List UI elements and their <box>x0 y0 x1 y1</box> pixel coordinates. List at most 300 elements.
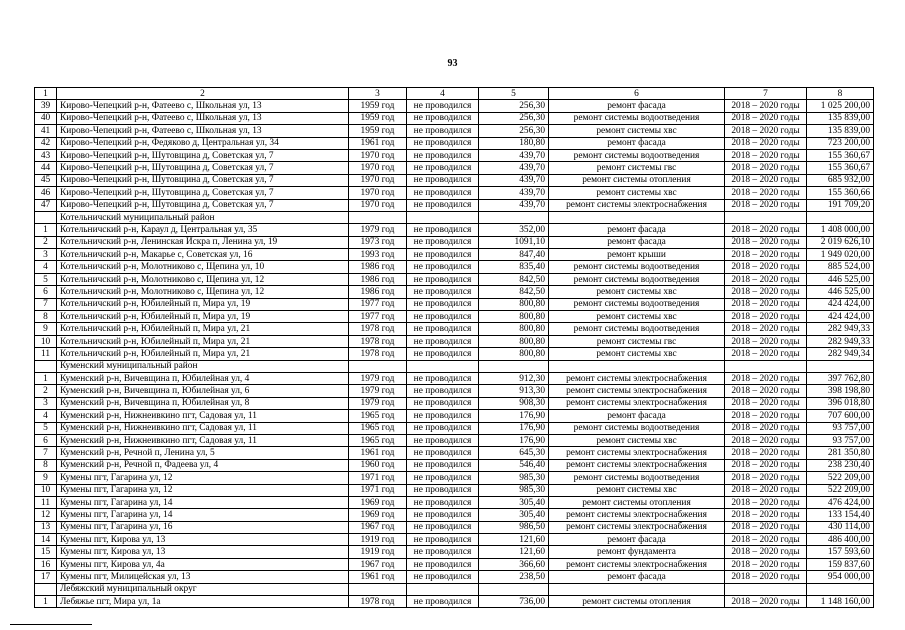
cell-area: 256,30 <box>479 112 549 124</box>
cell-area: 180,80 <box>479 137 549 149</box>
group-empty-cell <box>349 360 407 372</box>
table-row <box>35 596 874 608</box>
cell-repair: не проводился <box>407 162 479 174</box>
cell-no: 10 <box>35 484 57 496</box>
table-row <box>35 100 874 112</box>
cell-area: 842,50 <box>479 273 549 285</box>
cell-area: 546,40 <box>479 459 549 471</box>
cell-period: 2018 – 2020 годы <box>725 199 807 211</box>
cell-period: 2018 – 2020 годы <box>725 137 807 149</box>
table-row <box>35 311 874 323</box>
cell-repair: не проводился <box>407 397 479 409</box>
cell-period: 2018 – 2020 годы <box>725 534 807 546</box>
cell-work: ремонт системы водоотведения <box>549 112 725 124</box>
cell-work: ремонт системы водоотведения <box>549 472 725 484</box>
group-empty-cell <box>349 583 407 595</box>
cell-no: 5 <box>35 273 57 285</box>
group-name: Куменский муниципальный район <box>57 360 349 372</box>
group-empty-cell <box>479 211 549 223</box>
header-cell: 8 <box>807 88 874 100</box>
table-row <box>35 286 874 298</box>
cell-period: 2018 – 2020 годы <box>725 236 807 248</box>
cell-year: 1969 год <box>349 509 407 521</box>
cell-addr: Котельничский р-н, Юбилейный п, Мира ул, 21 <box>57 335 349 347</box>
cell-repair: не проводился <box>407 149 479 161</box>
cell-year: 1967 год <box>349 558 407 570</box>
cell-period: 2018 – 2020 годы <box>725 100 807 112</box>
cell-period: 2018 – 2020 годы <box>725 187 807 199</box>
cell-no: 11 <box>35 348 57 360</box>
cell-year: 1979 год <box>349 397 407 409</box>
cell-addr: Куменский р-н, Нижнеивкино пгт, Садовая ул, 11 <box>57 434 349 446</box>
cell-work: ремонт системы электроснабжения <box>549 558 725 570</box>
cell-year: 1965 год <box>349 422 407 434</box>
cell-no: 2 <box>35 385 57 397</box>
cell-period: 2018 – 2020 годы <box>725 224 807 236</box>
cell-year: 1993 год <box>349 249 407 261</box>
cell-addr: Кирово-Чепецкий р-н, Фатеево с, Школьная ул, 13 <box>57 100 349 112</box>
cell-repair: не проводился <box>407 596 479 608</box>
cell-area: 256,30 <box>479 125 549 137</box>
page-number: 93 <box>447 58 458 69</box>
cell-no: 1 <box>35 596 57 608</box>
cell-no: 12 <box>35 509 57 521</box>
cell-addr: Котельничский р-н, Ленинская Искра п, Ленина ул, 19 <box>57 236 349 248</box>
cell-no: 16 <box>35 558 57 570</box>
table-row <box>35 323 874 335</box>
cell-no: 4 <box>35 261 57 273</box>
cell-no: 45 <box>35 174 57 186</box>
cell-year: 1919 год <box>349 534 407 546</box>
cell-addr: Кирово-Чепецкий р-н, Шутовщина д, Советская ул, 7 <box>57 162 349 174</box>
cell-no: 9 <box>35 323 57 335</box>
cell-cost: 1 408 000,00 <box>807 224 874 236</box>
cell-no: 39 <box>35 100 57 112</box>
cell-addr: Котельничский р-н, Юбилейный п, Мира ул, 21 <box>57 323 349 335</box>
table-row <box>35 162 874 174</box>
cell-no: 4 <box>35 410 57 422</box>
cell-cost: 486 400,00 <box>807 534 874 546</box>
cell-year: 1978 год <box>349 348 407 360</box>
header-cell: 7 <box>725 88 807 100</box>
cell-period: 2018 – 2020 годы <box>725 174 807 186</box>
cell-cost: 396 018,80 <box>807 397 874 409</box>
cell-work: ремонт системы электроснабжения <box>549 385 725 397</box>
cell-work: ремонт системы электроснабжения <box>549 459 725 471</box>
cell-addr: Котельничский р-н, Юбилейный п, Мира ул, 21 <box>57 348 349 360</box>
header-cell: 4 <box>407 88 479 100</box>
cell-repair: не проводился <box>407 496 479 508</box>
cell-work: ремонт фасада <box>549 224 725 236</box>
table-row <box>35 397 874 409</box>
cell-work: ремонт фасада <box>549 100 725 112</box>
cell-period: 2018 – 2020 годы <box>725 149 807 161</box>
cell-area: 645,30 <box>479 447 549 459</box>
cell-period: 2018 – 2020 годы <box>725 385 807 397</box>
cell-no: 14 <box>35 534 57 546</box>
cell-year: 1961 год <box>349 571 407 583</box>
cell-year: 1970 год <box>349 149 407 161</box>
cell-work: ремонт системы гвс <box>549 335 725 347</box>
cell-period: 2018 – 2020 годы <box>725 335 807 347</box>
cell-period: 2018 – 2020 годы <box>725 459 807 471</box>
cell-work: ремонт системы электроснабжения <box>549 509 725 521</box>
table-row <box>35 174 874 186</box>
group-row <box>35 360 874 372</box>
table-body <box>35 88 874 608</box>
table-row <box>35 422 874 434</box>
cell-addr: Котельничский р-н, Макарье с, Советская ул, 16 <box>57 249 349 261</box>
group-number-cell <box>35 360 57 372</box>
table-row <box>35 521 874 533</box>
cell-repair: не проводился <box>407 187 479 199</box>
cell-cost: 885 524,00 <box>807 261 874 273</box>
cell-area: 736,00 <box>479 596 549 608</box>
cell-year: 1979 год <box>349 385 407 397</box>
cell-no: 11 <box>35 496 57 508</box>
table-row <box>35 298 874 310</box>
table-row <box>35 534 874 546</box>
cell-repair: не проводился <box>407 459 479 471</box>
cell-year: 1970 год <box>349 199 407 211</box>
group-empty-cell <box>349 211 407 223</box>
cell-work: ремонт фундамента <box>549 546 725 558</box>
cell-addr: Кирово-Чепецкий р-н, Фатеево с, Школьная ул, 13 <box>57 112 349 124</box>
cell-cost: 93 757,00 <box>807 422 874 434</box>
cell-cost: 424 424,00 <box>807 311 874 323</box>
cell-cost: 707 600,00 <box>807 410 874 422</box>
cell-addr: Кумены пгт, Гагарина ул, 16 <box>57 521 349 533</box>
cell-year: 1959 год <box>349 100 407 112</box>
cell-cost: 281 350,80 <box>807 447 874 459</box>
cell-work: ремонт системы электроснабжения <box>549 447 725 459</box>
capital-repair-table <box>34 87 874 608</box>
cell-no: 44 <box>35 162 57 174</box>
cell-cost: 133 154,40 <box>807 509 874 521</box>
table-row <box>35 125 874 137</box>
cell-period: 2018 – 2020 годы <box>725 348 807 360</box>
cell-area: 800,80 <box>479 323 549 335</box>
table-row <box>35 149 874 161</box>
cell-no: 6 <box>35 286 57 298</box>
cell-year: 1978 год <box>349 596 407 608</box>
cell-period: 2018 – 2020 годы <box>725 323 807 335</box>
group-empty-cell <box>549 211 725 223</box>
cell-addr: Куменский р-н, Нижнеивкино пгт, Садовая ул, 11 <box>57 410 349 422</box>
cell-addr: Кумены пгт, Милицейская ул, 13 <box>57 571 349 583</box>
cell-repair: не проводился <box>407 249 479 261</box>
cell-repair: не проводился <box>407 224 479 236</box>
cell-addr: Кирово-Чепецкий р-н, Шутовщина д, Советская ул, 7 <box>57 174 349 186</box>
group-empty-cell <box>407 211 479 223</box>
cell-cost: 522 209,00 <box>807 484 874 496</box>
cell-cost: 155 360,67 <box>807 149 874 161</box>
cell-work: ремонт системы отопления <box>549 174 725 186</box>
table-row <box>35 509 874 521</box>
cell-addr: Куменский р-н, Вичевщина п, Юбилейная ул, 4 <box>57 372 349 384</box>
table-row <box>35 484 874 496</box>
cell-area: 835,40 <box>479 261 549 273</box>
cell-repair: не проводился <box>407 447 479 459</box>
table-row <box>35 472 874 484</box>
cell-cost: 238 230,40 <box>807 459 874 471</box>
cell-year: 1986 год <box>349 286 407 298</box>
cell-area: 912,30 <box>479 372 549 384</box>
cell-no: 6 <box>35 434 57 446</box>
table-row <box>35 546 874 558</box>
cell-addr: Кирово-Чепецкий р-н, Шутовщина д, Советская ул, 7 <box>57 149 349 161</box>
table-row <box>35 459 874 471</box>
cell-addr: Котельничский р-н, Юбилейный п, Мира ул, 19 <box>57 311 349 323</box>
cell-no: 5 <box>35 422 57 434</box>
cell-year: 1971 год <box>349 484 407 496</box>
cell-work: ремонт системы водоотведения <box>549 298 725 310</box>
cell-year: 1977 год <box>349 298 407 310</box>
cell-period: 2018 – 2020 годы <box>725 410 807 422</box>
cell-repair: не проводился <box>407 174 479 186</box>
table-row <box>35 335 874 347</box>
cell-work: ремонт системы водоотведения <box>549 149 725 161</box>
cell-cost: 155 360,67 <box>807 162 874 174</box>
cell-period: 2018 – 2020 годы <box>725 261 807 273</box>
cell-repair: не проводился <box>407 137 479 149</box>
group-row <box>35 583 874 595</box>
cell-no: 13 <box>35 521 57 533</box>
cell-repair: не проводился <box>407 372 479 384</box>
cell-cost: 93 757,00 <box>807 434 874 446</box>
cell-addr: Лебяжье пгт, Мира ул, 1а <box>57 596 349 608</box>
cell-area: 439,70 <box>479 162 549 174</box>
cell-no: 17 <box>35 571 57 583</box>
cell-area: 1091,10 <box>479 236 549 248</box>
cell-year: 1961 год <box>349 447 407 459</box>
cell-repair: не проводился <box>407 125 479 137</box>
cell-no: 47 <box>35 199 57 211</box>
cell-year: 1969 год <box>349 496 407 508</box>
cell-work: ремонт системы хвс <box>549 125 725 137</box>
cell-repair: не проводился <box>407 546 479 558</box>
cell-cost: 446 525,00 <box>807 273 874 285</box>
cell-period: 2018 – 2020 годы <box>725 484 807 496</box>
header-cell: 5 <box>479 88 549 100</box>
table-row <box>35 434 874 446</box>
cell-addr: Котельничский р-н, Юбилейный п, Мира ул, 19 <box>57 298 349 310</box>
cell-area: 800,80 <box>479 311 549 323</box>
cell-repair: не проводился <box>407 509 479 521</box>
cell-no: 7 <box>35 298 57 310</box>
cell-area: 305,40 <box>479 509 549 521</box>
cell-area: 800,80 <box>479 298 549 310</box>
cell-work: ремонт фасада <box>549 571 725 583</box>
cell-repair: не проводился <box>407 534 479 546</box>
group-empty-cell <box>725 583 807 595</box>
cell-period: 2018 – 2020 годы <box>725 273 807 285</box>
header-cell: 3 <box>349 88 407 100</box>
cell-no: 1 <box>35 224 57 236</box>
header-cell: 1 <box>35 88 57 100</box>
cell-area: 847,40 <box>479 249 549 261</box>
group-empty-cell <box>549 583 725 595</box>
cell-no: 43 <box>35 149 57 161</box>
cell-repair: не проводился <box>407 385 479 397</box>
table-row <box>35 224 874 236</box>
cell-work: ремонт фасада <box>549 137 725 149</box>
cell-period: 2018 – 2020 годы <box>725 509 807 521</box>
cell-year: 1977 год <box>349 311 407 323</box>
cell-year: 1967 год <box>349 521 407 533</box>
cell-area: 176,90 <box>479 422 549 434</box>
cell-period: 2018 – 2020 годы <box>725 372 807 384</box>
cell-period: 2018 – 2020 годы <box>725 298 807 310</box>
cell-area: 986,50 <box>479 521 549 533</box>
cell-no: 41 <box>35 125 57 137</box>
cell-year: 1986 год <box>349 273 407 285</box>
cell-addr: Кумены пгт, Кирова ул, 13 <box>57 534 349 546</box>
cell-cost: 282 949,33 <box>807 335 874 347</box>
cell-cost: 685 932,00 <box>807 174 874 186</box>
cell-area: 985,30 <box>479 472 549 484</box>
cell-area: 305,40 <box>479 496 549 508</box>
footnote-divider <box>10 624 92 625</box>
cell-work: ремонт системы электроснабжения <box>549 199 725 211</box>
cell-repair: не проводился <box>407 112 479 124</box>
cell-no: 1 <box>35 372 57 384</box>
cell-no: 3 <box>35 397 57 409</box>
cell-repair: не проводился <box>407 335 479 347</box>
table-row <box>35 112 874 124</box>
cell-cost: 2 019 626,10 <box>807 236 874 248</box>
group-empty-cell <box>549 360 725 372</box>
cell-year: 1970 год <box>349 174 407 186</box>
cell-work: ремонт фасада <box>549 236 725 248</box>
cell-year: 1965 год <box>349 410 407 422</box>
cell-no: 7 <box>35 447 57 459</box>
header-row <box>35 88 874 100</box>
cell-year: 1978 год <box>349 323 407 335</box>
cell-no: 40 <box>35 112 57 124</box>
group-name: Лебяжский муниципальный округ <box>57 583 349 595</box>
cell-work: ремонт фасада <box>549 410 725 422</box>
cell-work: ремонт системы хвс <box>549 434 725 446</box>
cell-cost: 1 949 020,00 <box>807 249 874 261</box>
table-row <box>35 447 874 459</box>
cell-work: ремонт системы электроснабжения <box>549 397 725 409</box>
cell-no: 15 <box>35 546 57 558</box>
cell-no: 2 <box>35 236 57 248</box>
cell-work: ремонт системы водоотведения <box>549 261 725 273</box>
cell-year: 1979 год <box>349 372 407 384</box>
cell-area: 121,60 <box>479 534 549 546</box>
cell-period: 2018 – 2020 годы <box>725 112 807 124</box>
cell-repair: не проводился <box>407 484 479 496</box>
cell-no: 8 <box>35 311 57 323</box>
group-empty-cell <box>807 211 874 223</box>
cell-work: ремонт системы водоотведения <box>549 323 725 335</box>
cell-year: 1979 год <box>349 224 407 236</box>
cell-year: 1978 год <box>349 335 407 347</box>
cell-year: 1986 год <box>349 261 407 273</box>
cell-period: 2018 – 2020 годы <box>725 125 807 137</box>
cell-period: 2018 – 2020 годы <box>725 422 807 434</box>
cell-year: 1919 год <box>349 546 407 558</box>
cell-cost: 135 839,00 <box>807 125 874 137</box>
cell-addr: Куменский р-н, Вичевщина п, Юбилейная ул, 6 <box>57 385 349 397</box>
cell-period: 2018 – 2020 годы <box>725 249 807 261</box>
cell-work: ремонт системы электроснабжения <box>549 521 725 533</box>
cell-period: 2018 – 2020 годы <box>725 558 807 570</box>
table-row <box>35 372 874 384</box>
cell-cost: 191 709,20 <box>807 199 874 211</box>
cell-cost: 135 839,00 <box>807 112 874 124</box>
cell-no: 42 <box>35 137 57 149</box>
cell-addr: Куменский р-н, Речной п, Ленина ул, 5 <box>57 447 349 459</box>
cell-cost: 159 837,60 <box>807 558 874 570</box>
cell-repair: не проводился <box>407 261 479 273</box>
cell-addr: Котельничский р-н, Караул д, Центральная ул, 35 <box>57 224 349 236</box>
cell-year: 1970 год <box>349 162 407 174</box>
cell-area: 800,80 <box>479 348 549 360</box>
cell-area: 800,80 <box>479 335 549 347</box>
cell-addr: Кумены пгт, Кирова ул, 4а <box>57 558 349 570</box>
cell-no: 9 <box>35 472 57 484</box>
cell-area: 985,30 <box>479 484 549 496</box>
cell-area: 238,50 <box>479 571 549 583</box>
cell-period: 2018 – 2020 годы <box>725 434 807 446</box>
cell-work: ремонт системы водоотведения <box>549 273 725 285</box>
cell-addr: Котельничский р-н, Молотниково с, Щепина ул, 12 <box>57 273 349 285</box>
cell-no: 10 <box>35 335 57 347</box>
header-cell: 2 <box>57 88 349 100</box>
cell-work: ремонт системы хвс <box>549 187 725 199</box>
table-row <box>35 385 874 397</box>
cell-addr: Куменский р-н, Вичевщина п, Юбилейная ул, 8 <box>57 397 349 409</box>
table-row <box>35 137 874 149</box>
group-empty-cell <box>407 583 479 595</box>
group-name: Котельничский муниципальный район <box>57 211 349 223</box>
cell-year: 1960 год <box>349 459 407 471</box>
cell-repair: не проводился <box>407 521 479 533</box>
cell-repair: не проводился <box>407 199 479 211</box>
cell-work: ремонт системы хвс <box>549 311 725 323</box>
cell-period: 2018 – 2020 годы <box>725 162 807 174</box>
cell-period: 2018 – 2020 годы <box>725 397 807 409</box>
header-cell: 6 <box>549 88 725 100</box>
cell-year: 1959 год <box>349 112 407 124</box>
cell-area: 913,30 <box>479 385 549 397</box>
cell-cost: 282 949,34 <box>807 348 874 360</box>
group-empty-cell <box>725 211 807 223</box>
cell-repair: не проводился <box>407 298 479 310</box>
cell-addr: Котельничский р-н, Молотниково с, Щепина ул, 12 <box>57 286 349 298</box>
cell-area: 439,70 <box>479 199 549 211</box>
cell-repair: не проводился <box>407 434 479 446</box>
cell-repair: не проводился <box>407 100 479 112</box>
cell-period: 2018 – 2020 годы <box>725 311 807 323</box>
group-empty-cell <box>479 360 549 372</box>
cell-cost: 1 025 200,00 <box>807 100 874 112</box>
cell-cost: 446 525,00 <box>807 286 874 298</box>
cell-addr: Кирово-Чепецкий р-н, Федяково д, Центральная ул, 34 <box>57 137 349 149</box>
cell-year: 1961 год <box>349 137 407 149</box>
group-row <box>35 211 874 223</box>
cell-cost: 476 424,00 <box>807 496 874 508</box>
cell-repair: не проводился <box>407 410 479 422</box>
table-row <box>35 249 874 261</box>
cell-repair: не проводился <box>407 571 479 583</box>
group-number-cell <box>35 211 57 223</box>
cell-addr: Кумены пгт, Гагарина ул, 12 <box>57 484 349 496</box>
cell-work: ремонт системы гвс <box>549 162 725 174</box>
